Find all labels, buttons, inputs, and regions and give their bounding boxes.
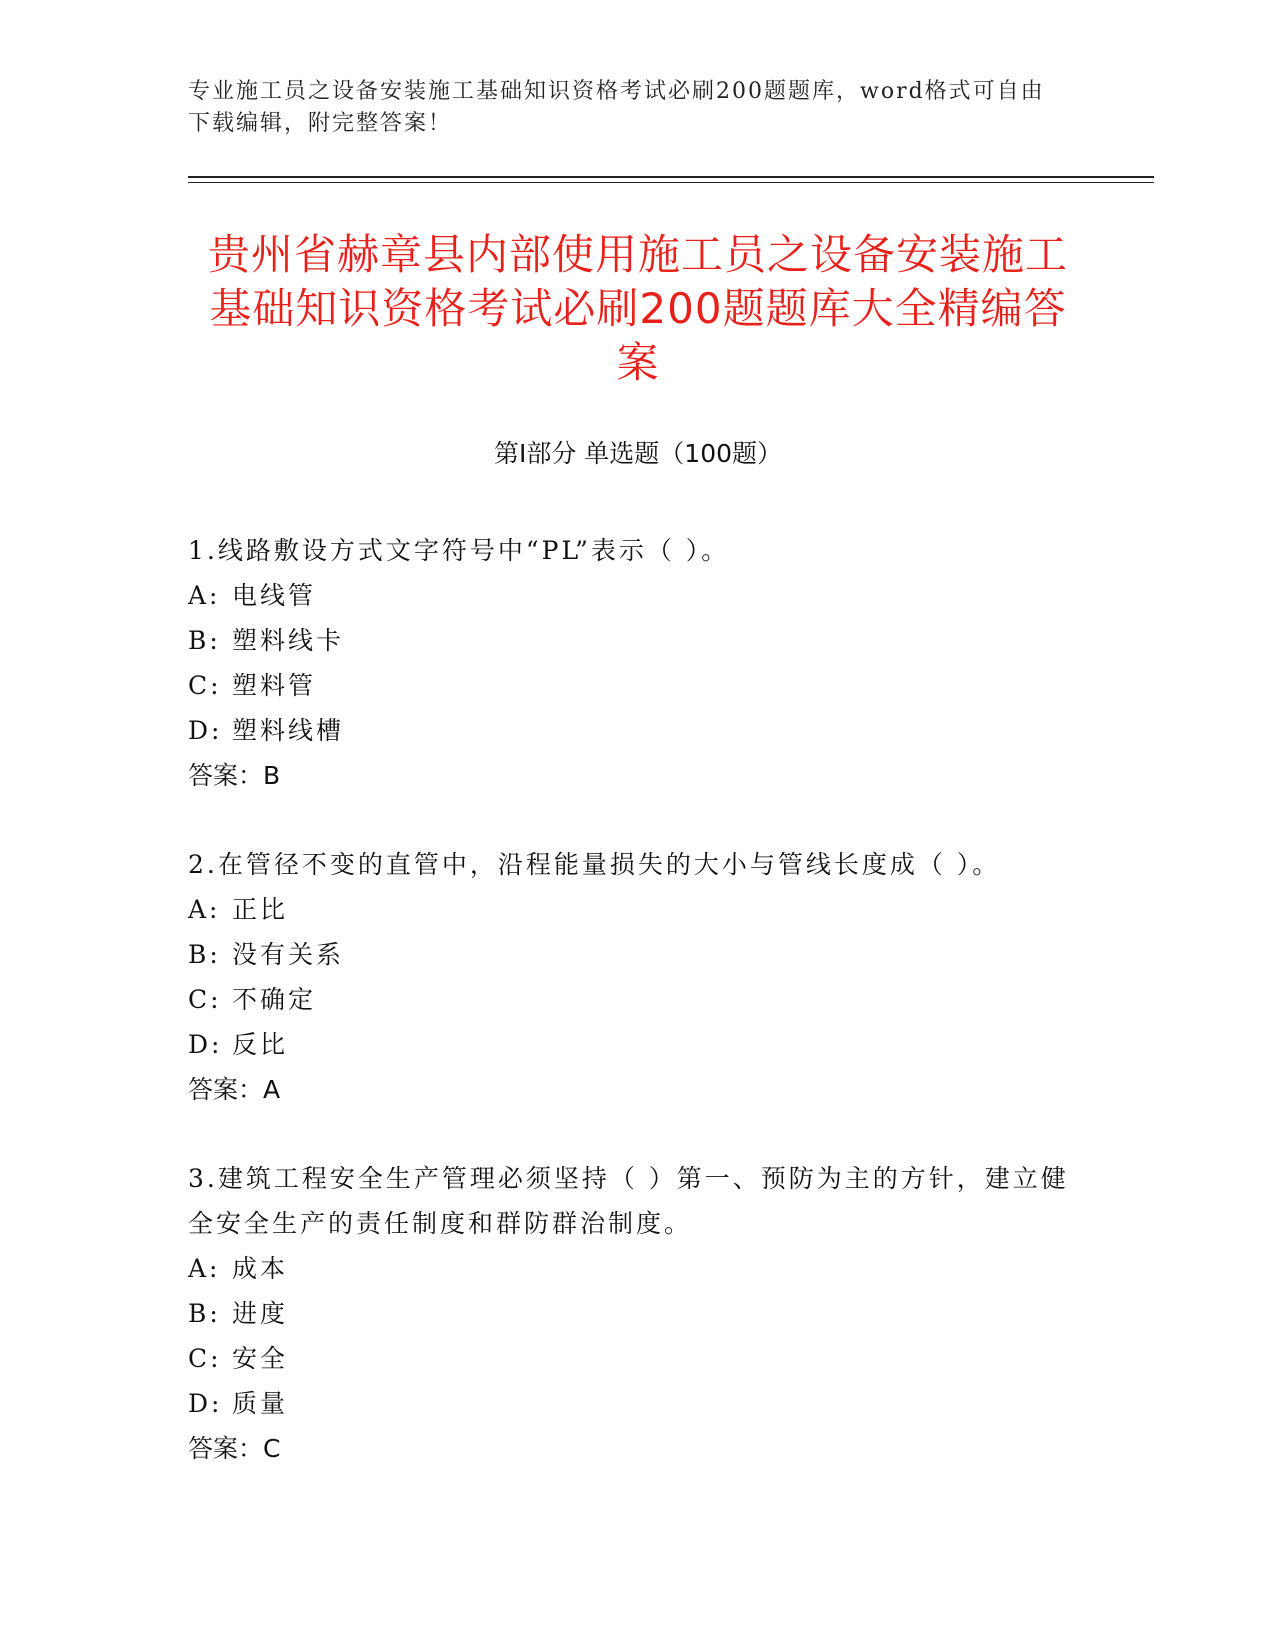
option-text: 没有关系 bbox=[232, 940, 345, 969]
option-label: A: bbox=[188, 1254, 221, 1283]
option-text: 正比 bbox=[232, 895, 289, 924]
option-text: 塑料管 bbox=[232, 671, 317, 700]
option-text: 安全 bbox=[232, 1344, 289, 1373]
option-a bbox=[188, 573, 1088, 618]
answer-line: 答案：C bbox=[188, 1434, 281, 1463]
question-item bbox=[188, 1156, 1088, 1471]
question-stem: 2.在管径不变的直管中，沿程能量损失的大小与管线长度成（ ）。 bbox=[188, 850, 1001, 879]
option-text: 不确定 bbox=[232, 985, 317, 1014]
option-label: D: bbox=[188, 1389, 223, 1418]
document-title: 贵州省赫章县内部使用施工员之设备安装施工基础知识资格考试必刷200题题库大全精编答案 bbox=[207, 230, 1068, 387]
question-item bbox=[188, 842, 1088, 1112]
option-label: D: bbox=[188, 716, 223, 745]
answer-line: 答案：A bbox=[188, 1075, 281, 1104]
answer-line: 答案：B bbox=[188, 761, 281, 790]
option-label: A: bbox=[188, 581, 221, 610]
option-b bbox=[188, 932, 1088, 977]
header-divider-thick bbox=[188, 176, 1154, 178]
option-label: C: bbox=[188, 1344, 222, 1373]
option-label: A: bbox=[188, 895, 221, 924]
option-d bbox=[188, 1381, 1088, 1426]
option-d bbox=[188, 708, 1088, 753]
section-title: 第Ⅰ部分 单选题（100题） bbox=[493, 439, 783, 468]
option-text: 成本 bbox=[232, 1254, 289, 1283]
question-stem: 1.线路敷设方式文字符号中“PL”表示（ ）。 bbox=[188, 536, 730, 565]
option-d bbox=[188, 1022, 1088, 1067]
option-a bbox=[188, 887, 1088, 932]
option-label: B: bbox=[188, 626, 221, 655]
option-c bbox=[188, 977, 1088, 1022]
option-c bbox=[188, 663, 1088, 708]
option-text: 塑料线槽 bbox=[232, 716, 345, 745]
option-label: B: bbox=[188, 940, 221, 969]
option-label: B: bbox=[188, 1299, 221, 1328]
option-label: C: bbox=[188, 671, 222, 700]
question-list bbox=[188, 528, 1088, 1515]
question-stem: 3.建筑工程安全生产管理必须坚持（ ）第一、预防为主的方针，建立健全安全生产的责任制度和群防群治制度。 bbox=[188, 1164, 1069, 1238]
option-b bbox=[188, 1291, 1088, 1336]
option-text: 反比 bbox=[232, 1030, 289, 1059]
header-divider-thin bbox=[188, 182, 1154, 183]
option-text: 电线管 bbox=[232, 581, 317, 610]
question-item bbox=[188, 528, 1088, 798]
header-note: 专业施工员之设备安装施工基础知识资格考试必刷200题题库，word格式可自由下载编辑，附完整答案！ bbox=[188, 79, 1045, 136]
option-a bbox=[188, 1246, 1088, 1291]
option-text: 质量 bbox=[232, 1389, 289, 1418]
option-c bbox=[188, 1336, 1088, 1381]
option-label: C: bbox=[188, 985, 222, 1014]
option-text: 进度 bbox=[232, 1299, 289, 1328]
option-label: D: bbox=[188, 1030, 223, 1059]
option-text: 塑料线卡 bbox=[232, 626, 345, 655]
option-b bbox=[188, 618, 1088, 663]
